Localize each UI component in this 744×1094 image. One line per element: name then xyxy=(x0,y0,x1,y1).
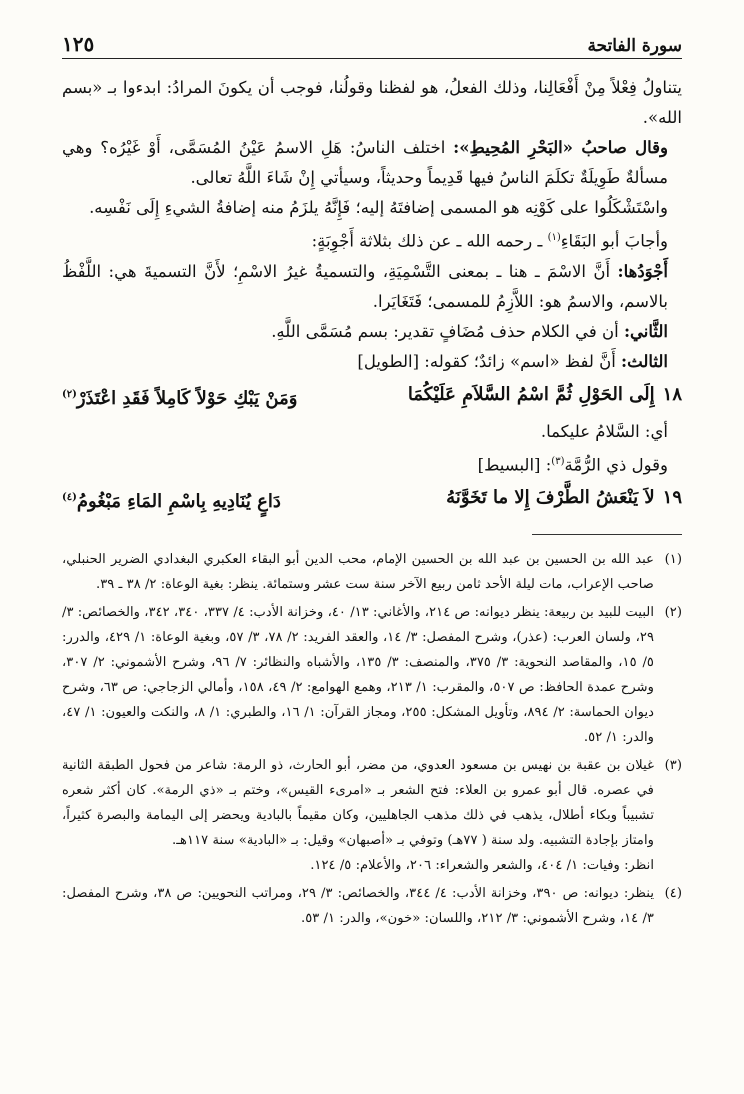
footnote-ref[interactable]: (٢) xyxy=(62,388,77,400)
verse-18 xyxy=(62,377,682,417)
footnote-ref[interactable]: (١) xyxy=(547,232,561,243)
verse-19 xyxy=(62,480,682,520)
footnotes xyxy=(62,547,682,931)
main-text xyxy=(62,73,682,520)
footnote-ref[interactable]: (٤) xyxy=(62,492,77,503)
footnote-1: (١) عبد الله بن الحسين بن عبد الله بن الحسين الإمام، محب الدين أبو البقاء العكبري البغدادي الضرير الحنبلي، صاحب الإعراب، مات ليلة الأحد ثامن ربيع الآخر سنة ست عشر وستمائة. ينظر: بغية الوعاة: ٢/ ٣٨ ـ ٣٩. xyxy=(62,552,682,592)
footnote-4: (٤) ينظر: ديوانه: ص ٣٩٠، وخزانة الأدب: ٤/ ٣٤٤، والخصائص: ٣/ ٢٩، ومراتب النحويين: ص ٣٨، وشرح المفصل: ٣/ ١٤، وشرح الأشموني: ٣/ ٢١٢، واللسان: «خون»، والدر: ١/ ٥٣. xyxy=(62,886,682,926)
footnote-ref[interactable]: (٣) xyxy=(551,455,565,467)
verse-18-second-hemistich: وَمَنْ يَبْكِ حَوْلاً كَامِلاً فَقَدِ اعْتَذَرْ$^{(٢)}$ xyxy=(62,387,298,409)
surah-title: سورة الفاتحة xyxy=(587,36,682,56)
running-header xyxy=(62,30,682,59)
paragraph-1: يتناولُ فِعْلاً مِنْ أَفْعَالِنا، وذلك الفعلُ، هو لفظنا وقولُنا، فوجب أن يكونَ المرادُ: ابدءوا بـ «بسم الله». xyxy=(62,78,682,127)
verse-18-first-hemistich: ١٨إِلَى الحَوْلِ ثُمَّ اسْمُ السَّلاَمِ عَلَيْكُمَا xyxy=(407,383,682,405)
verse-19-second-hemistich: دَاعٍ يُنَادِيهِ بِاسْمِ المَاءِ مَبْغُومُ$^{(٤)}$ xyxy=(62,491,281,512)
paragraph-5: أَجْوَدُها: أَنَّ الاسْمَ ـ هنا ـ بمعنى التَّسْمِيَةِ، والتسميةُ غيرُ الاسْمِ؛ لأَنَّ التسميةَ هي: اللَّفْظُ بالاسم، والاسمُ هو: اللاَّزِمُ للمسمى؛ فَتَغَايَرا. xyxy=(62,261,668,311)
footnote-3: (٣) غيلان بن عقبة بن نهيس بن مسعود العدوي، من مضر، أبو الحارث، ذو الرمة: شاعر من فحول الطبقة الثانية في عصره. قال أبو عمرو بن العلاء: فتح الشعر بـ «امرىء القيس»، وختم بـ «ذي الرمة». كان أكثر شعره تشبيباً وبكاء أطلال، يذهب في ذلك مذهب الجاهليين، وكان مقيماً بالبادية ويحضر إلى اليمامة والبصرة كثيراً، وامتاز بإجادة التشبيه. ولد سنة ( ٧٧هـ) وتوفي بـ «أصبهان» وقيل: بـ «البادية» سنة ١١٧هـ. انظر: وفيات: ١/ ٤٠٤، والشعر والشعراء: ٢٠٦، والأعلام: ٥/ ١٢٤. xyxy=(62,758,682,873)
paragraph-2: وقال صاحبُ «البَحْرِ المُحِيطِ»: اختلف الناسُ: هَلِ الاسمُ عَيْنُ المُسَمَّى، أَوْ غَيْرُه؟ وهي مسألةٌ طَوِيلَةٌ تكلَمَ الناسُ فيها قَدِيماً وحديثاً، وسيأتي إِنْ شَاءَ اللَّهُ تعالى. xyxy=(62,138,668,187)
footnote-2: (٢) البيت للبيد بن ربيعة: ينظر ديوانه: ص ٢١٤، والأغاني: ١٣/ ٤٠، وخزانة الأدب: ٤/ ٣٣٧، ٣٤٠، ٣٤٢، والخصائص: ٣/ ٢٩، ولسان العرب: (عذر)، وشرح المفصل: ٣/ ١٤، والعقد الفريد: ٢/ ٧٨، ٣/ ٥٧، وبغية الوعاة: ١/ ٤٢٩، والدرر: ٥/ ١٥، والمقاصد النحوية: ٣/ ٣٧٥، والمنصف: ٣/ ١٣٥، والأشباه والنظائر: ٧/ ٩٦، وشرح الأشموني: ٢/ ٣٠٧، وشرح عمدة الحافظ: ص ٥٠٧، والمقرب: ١/ ٢١٣، وهمع الهوامع: ٢/ ٤٩، ١٥٨، وأمالي الزجاجي: ص ٦٣، وشرح ديوان الحماسة: ٢/ ٨٩٤، وتأويل المشكل: ٢٥٥، ومجاز القرآن: ١/ ١٦، والطبري: ١/ ٨، والنكت والعيون: ١/ ٤٧، والدر: ١/ ٥٢. xyxy=(62,605,682,745)
verse-19-first-hemistich: ١٩لاَ يَنْعَشُ الطَّرْفَ إِلا ما تَخَوَّنَهُ xyxy=(446,487,682,508)
page-number: ١٢٥ xyxy=(62,32,95,56)
footnote-separator xyxy=(532,534,682,535)
paragraph-6: الثَّاني: أن في الكلام حذف مُضَافٍ تقدير: بسم مُسَمَّى اللَّهِ. xyxy=(271,321,668,341)
paragraph-7: الثالث: أَنَّ لفظ «اسم» زائدٌ؛ كقوله: [الطويل] xyxy=(357,351,668,371)
verse-number: ١٩ xyxy=(662,487,682,508)
verse-number: ١٨ xyxy=(662,383,682,405)
paragraph-8: أي: السَّلامُ عليكما. xyxy=(540,421,668,441)
paragraph-9: وقول ذي الرُّمَّة$^{(٣)}$: [البسيط] xyxy=(477,455,668,474)
paragraph-3: واسْتَشْكَلُوا على كَوْنِه هو المسمى إضافتَهُ إليه؛ فَإِنَّهُ يلزَمُ منه إضافةُ الشيءِ إِلَى نَفْسِه. xyxy=(89,198,668,217)
paragraph-4: وأجابَ أبو البَقَاءِ$^{(١)}$ ـ رحمه الله ـ عن ذلك بثلاثة أَجْوِبَةٍ: xyxy=(311,231,668,251)
